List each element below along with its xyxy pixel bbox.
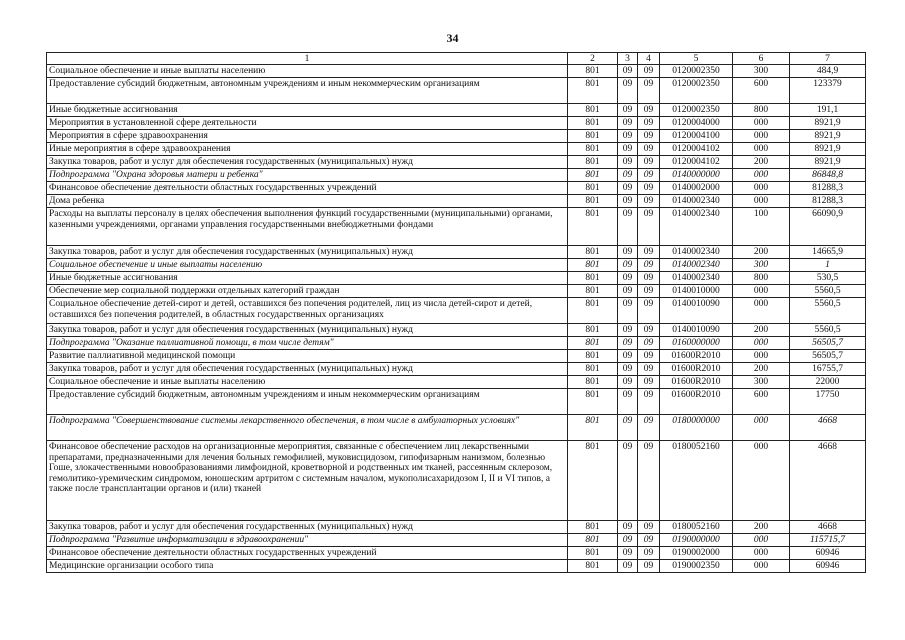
- column-header: 2: [568, 53, 618, 65]
- subsection-code-cell: 09: [638, 324, 660, 337]
- target-item-cell: 0140002340: [660, 195, 733, 208]
- row-name-cell: Социальное обеспечение детей-сирот и детей, оставшихся без попечения родителей, лиц из числа детей-сирот и детей, оставшихся без попечения родителей, в областных государственных организациях: [47, 298, 568, 324]
- table-row: [47, 389, 866, 415]
- expense-type-cell: 000: [733, 534, 790, 547]
- target-item-cell: 0120004102: [660, 143, 733, 156]
- target-item-cell: 0140002340: [660, 272, 733, 285]
- target-item-cell: 0120004000: [660, 117, 733, 130]
- column-header: 1: [47, 53, 568, 65]
- row-name-cell: Подпрограмма "Развитие информатизации в здравоохранении": [47, 534, 568, 547]
- expense-type-cell: 600: [733, 78, 790, 104]
- expense-type-cell: 800: [733, 272, 790, 285]
- section-code-cell: 09: [618, 246, 638, 259]
- ministry-code-cell: 801: [568, 259, 618, 272]
- amount-cell: 4668: [790, 415, 866, 441]
- expense-type-cell: 000: [733, 117, 790, 130]
- expense-type-cell: 100: [733, 208, 790, 246]
- target-item-cell: 01600R2010: [660, 363, 733, 376]
- table-row: [47, 156, 866, 169]
- row-name-cell: Подпрограмма "Охрана здоровья матери и ребенка": [47, 169, 568, 182]
- ministry-code-cell: 801: [568, 143, 618, 156]
- row-name-cell: Социальное обеспечение и иные выплаты населению: [47, 65, 568, 78]
- table-row: [47, 285, 866, 298]
- table-row: [47, 246, 866, 259]
- ministry-code-cell: 801: [568, 78, 618, 104]
- target-item-cell: 0140010000: [660, 285, 733, 298]
- subsection-code-cell: 09: [638, 547, 660, 560]
- amount-cell: 530,5: [790, 272, 866, 285]
- amount-cell: 5560,5: [790, 298, 866, 324]
- section-code-cell: 09: [618, 547, 638, 560]
- section-code-cell: 09: [618, 376, 638, 389]
- amount-cell: 1: [790, 259, 866, 272]
- subsection-code-cell: 09: [638, 441, 660, 521]
- section-code-cell: 09: [618, 350, 638, 363]
- subsection-code-cell: 09: [638, 78, 660, 104]
- ministry-code-cell: 801: [568, 272, 618, 285]
- subsection-code-cell: 09: [638, 534, 660, 547]
- subsection-code-cell: 09: [638, 376, 660, 389]
- expense-type-cell: 000: [733, 547, 790, 560]
- ministry-code-cell: 801: [568, 208, 618, 246]
- subsection-code-cell: 09: [638, 415, 660, 441]
- ministry-code-cell: 801: [568, 324, 618, 337]
- column-header: 4: [638, 53, 660, 65]
- expense-type-cell: 000: [733, 130, 790, 143]
- ministry-code-cell: 801: [568, 130, 618, 143]
- table-row: [47, 272, 866, 285]
- table-row: [47, 298, 866, 324]
- subsection-code-cell: 09: [638, 337, 660, 350]
- expense-type-cell: 200: [733, 521, 790, 534]
- section-code-cell: 09: [618, 259, 638, 272]
- ministry-code-cell: 801: [568, 65, 618, 78]
- expense-type-cell: 000: [733, 560, 790, 573]
- table-row: [47, 65, 866, 78]
- target-item-cell: 0120004100: [660, 130, 733, 143]
- subsection-code-cell: 09: [638, 350, 660, 363]
- target-item-cell: 0120002350: [660, 65, 733, 78]
- row-name-cell: Иные бюджетные ассигнования: [47, 104, 568, 117]
- ministry-code-cell: 801: [568, 560, 618, 573]
- table-row: [47, 415, 866, 441]
- amount-cell: 66090,9: [790, 208, 866, 246]
- expense-type-cell: 300: [733, 376, 790, 389]
- amount-cell: 56505,7: [790, 350, 866, 363]
- expense-type-cell: 600: [733, 389, 790, 415]
- target-item-cell: 0140002000: [660, 182, 733, 195]
- ministry-code-cell: 801: [568, 156, 618, 169]
- section-code-cell: 09: [618, 363, 638, 376]
- subsection-code-cell: 09: [638, 182, 660, 195]
- expense-type-cell: 800: [733, 104, 790, 117]
- amount-cell: 484,9: [790, 65, 866, 78]
- subsection-code-cell: 09: [638, 169, 660, 182]
- target-item-cell: 01600R2010: [660, 376, 733, 389]
- amount-cell: 22000: [790, 376, 866, 389]
- row-name-cell: Мероприятия в установленной сфере деятельности: [47, 117, 568, 130]
- amount-cell: 60946: [790, 547, 866, 560]
- amount-cell: 60946: [790, 560, 866, 573]
- row-name-cell: Предоставление субсидий бюджетным, автономным учреждениям и иным некоммерческим организациям: [47, 78, 568, 104]
- section-code-cell: 09: [618, 104, 638, 117]
- amount-cell: 8921,9: [790, 156, 866, 169]
- subsection-code-cell: 09: [638, 65, 660, 78]
- section-code-cell: 09: [618, 389, 638, 415]
- subsection-code-cell: 09: [638, 389, 660, 415]
- amount-cell: 4668: [790, 521, 866, 534]
- expense-type-cell: 000: [733, 350, 790, 363]
- table-row: [47, 78, 866, 104]
- subsection-code-cell: 09: [638, 117, 660, 130]
- target-item-cell: 0140010090: [660, 324, 733, 337]
- subsection-code-cell: 09: [638, 363, 660, 376]
- amount-cell: 5560,5: [790, 285, 866, 298]
- ministry-code-cell: 801: [568, 376, 618, 389]
- ministry-code-cell: 801: [568, 415, 618, 441]
- row-name-cell: Закупка товаров, работ и услуг для обеспечения государственных (муниципальных) нужд: [47, 363, 568, 376]
- target-item-cell: 0190000000: [660, 534, 733, 547]
- table-row: [47, 169, 866, 182]
- table-row: [47, 534, 866, 547]
- subsection-code-cell: 09: [638, 521, 660, 534]
- column-header: 6: [733, 53, 790, 65]
- target-item-cell: 0190002000: [660, 547, 733, 560]
- expense-type-cell: 300: [733, 65, 790, 78]
- ministry-code-cell: 801: [568, 534, 618, 547]
- subsection-code-cell: 09: [638, 143, 660, 156]
- section-code-cell: 09: [618, 272, 638, 285]
- row-name-cell: Иные бюджетные ассигнования: [47, 272, 568, 285]
- expense-type-cell: 000: [733, 415, 790, 441]
- table-row: [47, 560, 866, 573]
- row-name-cell: Предоставление субсидий бюджетным, автономным учреждениям и иным некоммерческим организациям: [47, 389, 568, 415]
- ministry-code-cell: 801: [568, 521, 618, 534]
- row-name-cell: Иные мероприятия в сфере здравоохранения: [47, 143, 568, 156]
- section-code-cell: 09: [618, 130, 638, 143]
- ministry-code-cell: 801: [568, 169, 618, 182]
- page-number: 34: [446, 31, 459, 45]
- ministry-code-cell: 801: [568, 246, 618, 259]
- row-name-cell: Развитие паллиативной медицинской помощи: [47, 350, 568, 363]
- amount-cell: 17750: [790, 389, 866, 415]
- amount-cell: 5560,5: [790, 324, 866, 337]
- budget-table: [46, 52, 866, 573]
- target-item-cell: 0120002350: [660, 104, 733, 117]
- target-item-cell: 0180052160: [660, 441, 733, 521]
- table-header-row: [47, 53, 866, 65]
- ministry-code-cell: 801: [568, 547, 618, 560]
- section-code-cell: 09: [618, 208, 638, 246]
- row-name-cell: Социальное обеспечение и иные выплаты населению: [47, 259, 568, 272]
- row-name-cell: Подпрограмма "Совершенствование системы лекарственного обеспечения, в том числе в амбулаторных условиях": [47, 415, 568, 441]
- section-code-cell: 09: [618, 182, 638, 195]
- amount-cell: 81288,3: [790, 182, 866, 195]
- table-row: [47, 259, 866, 272]
- target-item-cell: 01600R2010: [660, 350, 733, 363]
- amount-cell: 86848,8: [790, 169, 866, 182]
- subsection-code-cell: 09: [638, 259, 660, 272]
- target-item-cell: 01600R2010: [660, 389, 733, 415]
- ministry-code-cell: 801: [568, 104, 618, 117]
- ministry-code-cell: 801: [568, 182, 618, 195]
- section-code-cell: 09: [618, 534, 638, 547]
- column-header: 7: [790, 53, 866, 65]
- row-name-cell: Закупка товаров, работ и услуг для обеспечения государственных (муниципальных) нужд: [47, 521, 568, 534]
- subsection-code-cell: 09: [638, 272, 660, 285]
- target-item-cell: 0120002350: [660, 78, 733, 104]
- table-row: [47, 441, 866, 521]
- section-code-cell: 09: [618, 169, 638, 182]
- section-code-cell: 09: [618, 285, 638, 298]
- row-name-cell: Финансовое обеспечение расходов на организационные мероприятия, связанные с обеспечением лиц лекарственными препаратами, предназначенными для лечения больных гемофилией, муковисцидозом, гипофизарным нанизмом, болезнью Гоше, злокачественными новообразованиями лимфоидной, кроветворной и родственных им тканей, рассеянным склерозом, гемолитико-уремическим синдромом, юношеским артритом с системным началом, мукополисахаридозом I, II и VI типов, а также после трансплантации органов и (или) тканей: [47, 441, 568, 521]
- table-row: [47, 104, 866, 117]
- target-item-cell: 0140002340: [660, 208, 733, 246]
- ministry-code-cell: 801: [568, 298, 618, 324]
- expense-type-cell: 200: [733, 246, 790, 259]
- ministry-code-cell: 801: [568, 350, 618, 363]
- expense-type-cell: 200: [733, 156, 790, 169]
- section-code-cell: 09: [618, 195, 638, 208]
- section-code-cell: 09: [618, 65, 638, 78]
- row-name-cell: Медицинские организации особого типа: [47, 560, 568, 573]
- subsection-code-cell: 09: [638, 560, 660, 573]
- row-name-cell: Обеспечение мер социальной поддержки отдельных категорий граждан: [47, 285, 568, 298]
- expense-type-cell: 000: [733, 182, 790, 195]
- amount-cell: 56505,7: [790, 337, 866, 350]
- amount-cell: 4668: [790, 441, 866, 521]
- column-header: 5: [660, 53, 733, 65]
- expense-type-cell: 000: [733, 441, 790, 521]
- subsection-code-cell: 09: [638, 298, 660, 324]
- expense-type-cell: 000: [733, 195, 790, 208]
- section-code-cell: 09: [618, 117, 638, 130]
- target-item-cell: 0140000000: [660, 169, 733, 182]
- subsection-code-cell: 09: [638, 156, 660, 169]
- target-item-cell: 0140002340: [660, 246, 733, 259]
- table-row: [47, 117, 866, 130]
- expense-type-cell: 200: [733, 363, 790, 376]
- table-row: [47, 324, 866, 337]
- expense-type-cell: 000: [733, 169, 790, 182]
- target-item-cell: 0180052160: [660, 521, 733, 534]
- expense-type-cell: 000: [733, 298, 790, 324]
- section-code-cell: 09: [618, 324, 638, 337]
- row-name-cell: Дома ребенка: [47, 195, 568, 208]
- target-item-cell: 0190002350: [660, 560, 733, 573]
- amount-cell: 8921,9: [790, 130, 866, 143]
- section-code-cell: 09: [618, 78, 638, 104]
- ministry-code-cell: 801: [568, 441, 618, 521]
- ministry-code-cell: 801: [568, 337, 618, 350]
- table-row: [47, 521, 866, 534]
- subsection-code-cell: 09: [638, 130, 660, 143]
- section-code-cell: 09: [618, 156, 638, 169]
- row-name-cell: Финансовое обеспечение деятельности областных государственных учреждений: [47, 547, 568, 560]
- row-name-cell: Расходы на выплаты персоналу в целях обеспечения выполнения функций государственными (муниципальными) органами, казенными учреждениями, органами управления государственными внебюджетными фондами: [47, 208, 568, 246]
- table-row: [47, 376, 866, 389]
- table-row: [47, 130, 866, 143]
- target-item-cell: 0160000000: [660, 337, 733, 350]
- section-code-cell: 09: [618, 560, 638, 573]
- target-item-cell: 0140010090: [660, 298, 733, 324]
- row-name-cell: Закупка товаров, работ и услуг для обеспечения государственных (муниципальных) нужд: [47, 324, 568, 337]
- target-item-cell: 0120004102: [660, 156, 733, 169]
- amount-cell: 8921,9: [790, 117, 866, 130]
- expense-type-cell: 000: [733, 337, 790, 350]
- amount-cell: 115715,7: [790, 534, 866, 547]
- ministry-code-cell: 801: [568, 117, 618, 130]
- section-code-cell: 09: [618, 441, 638, 521]
- row-name-cell: Финансовое обеспечение деятельности областных государственных учреждений: [47, 182, 568, 195]
- table-row: [47, 182, 866, 195]
- amount-cell: 16755,7: [790, 363, 866, 376]
- subsection-code-cell: 09: [638, 246, 660, 259]
- table-row: [47, 363, 866, 376]
- section-code-cell: 09: [618, 415, 638, 441]
- subsection-code-cell: 09: [638, 104, 660, 117]
- table-row: [47, 337, 866, 350]
- column-header: 3: [618, 53, 638, 65]
- subsection-code-cell: 09: [638, 195, 660, 208]
- section-code-cell: 09: [618, 143, 638, 156]
- ministry-code-cell: 801: [568, 363, 618, 376]
- expense-type-cell: 300: [733, 259, 790, 272]
- amount-cell: 14665,9: [790, 246, 866, 259]
- expense-type-cell: 200: [733, 324, 790, 337]
- expense-type-cell: 000: [733, 285, 790, 298]
- table-row: [47, 547, 866, 560]
- amount-cell: 123379: [790, 78, 866, 104]
- section-code-cell: 09: [618, 521, 638, 534]
- table-row: [47, 208, 866, 246]
- ministry-code-cell: 801: [568, 285, 618, 298]
- section-code-cell: 09: [618, 298, 638, 324]
- row-name-cell: Социальное обеспечение и иные выплаты населению: [47, 376, 568, 389]
- ministry-code-cell: 801: [568, 389, 618, 415]
- amount-cell: 191,1: [790, 104, 866, 117]
- table-row: [47, 195, 866, 208]
- target-item-cell: 0180000000: [660, 415, 733, 441]
- amount-cell: 81288,3: [790, 195, 866, 208]
- table-row: [47, 143, 866, 156]
- subsection-code-cell: 09: [638, 285, 660, 298]
- table-row: [47, 350, 866, 363]
- section-code-cell: 09: [618, 337, 638, 350]
- target-item-cell: 0140002340: [660, 259, 733, 272]
- amount-cell: 8921,9: [790, 143, 866, 156]
- subsection-code-cell: 09: [638, 208, 660, 246]
- ministry-code-cell: 801: [568, 195, 618, 208]
- row-name-cell: Закупка товаров, работ и услуг для обеспечения государственных (муниципальных) нужд: [47, 156, 568, 169]
- expense-type-cell: 000: [733, 143, 790, 156]
- row-name-cell: Подпрограмма "Оказание паллиативной помощи, в том числе детям": [47, 337, 568, 350]
- row-name-cell: Закупка товаров, работ и услуг для обеспечения государственных (муниципальных) нужд: [47, 246, 568, 259]
- row-name-cell: Мероприятия в сфере здравоохранения: [47, 130, 568, 143]
